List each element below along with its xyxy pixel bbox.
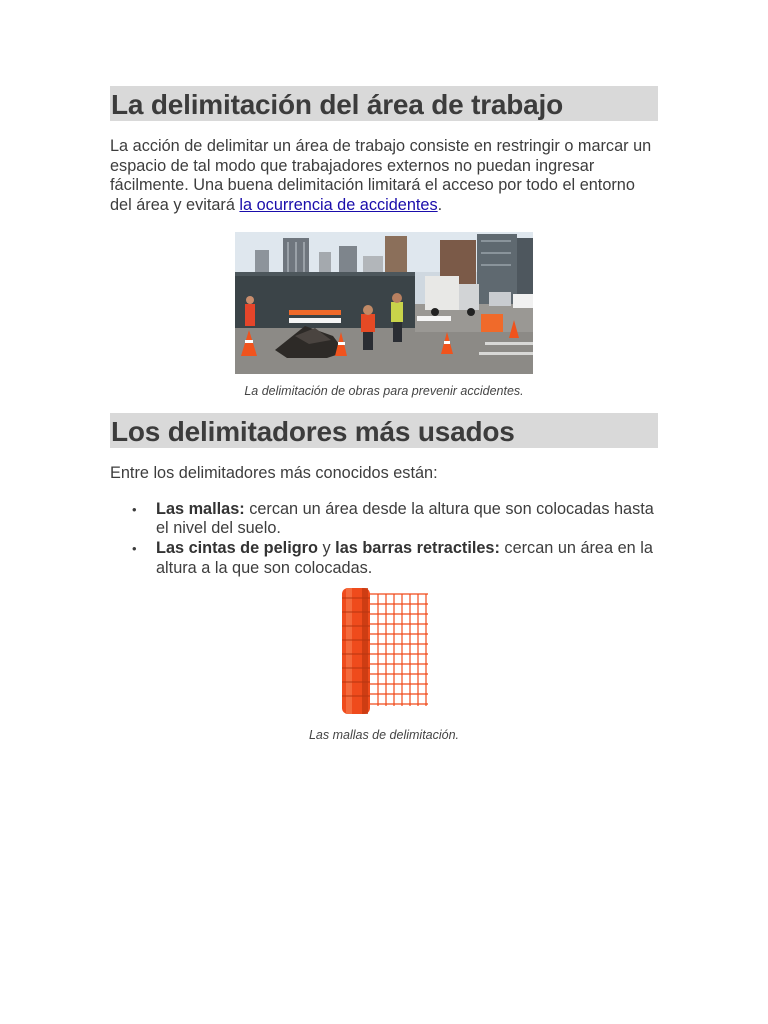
bullet-icon: • — [132, 540, 137, 556]
roadwork-photo — [235, 232, 533, 374]
bullet-icon: • — [132, 501, 137, 517]
delimitadores-intro: Entre los delimitadores más conocidos están: — [110, 463, 438, 482]
list-item — [132, 538, 658, 578]
figure-caption-mesh: Las mallas de delimitación. — [308, 728, 460, 743]
item-mid: y — [317, 538, 336, 557]
paragraph-text: La acción de delimitar un área de trabajo consiste en restringir o marcar un espacio de tal modo que trabajadores externos no puedan ingresar fácilmente. Una buena delimitación limitará el acceso por todo el entorno del área y evitará — [110, 137, 652, 215]
item-bold: Las cintas de peligro — [156, 538, 318, 557]
document-page — [110, 86, 658, 742]
accidents-link[interactable]: la ocurrencia de accidentes — [239, 196, 438, 215]
item-text: cercan un área desde la altura que son colocadas hasta el nivel del suelo. — [156, 499, 654, 538]
list-item — [132, 499, 658, 539]
paragraph-end: . — [437, 196, 443, 215]
figure-caption-roadwork: La delimitación de obras para prevenir accidentes. — [244, 383, 524, 398]
delimitadores-list — [110, 500, 658, 579]
section-heading-delimitacion: La delimitación del área de trabajo — [110, 86, 658, 121]
section-heading-delimitadores: Los delimitadores más usados — [110, 413, 658, 448]
intro-paragraph — [110, 137, 658, 216]
orange-mesh-roll-image — [336, 586, 432, 718]
item-bold-2: las barras retractiles: — [335, 538, 500, 557]
figure-mesh — [110, 586, 658, 742]
item-bold: Las mallas: — [156, 499, 245, 518]
figure-roadwork — [110, 232, 658, 398]
item-text: cercan un área en la altura a la que son colocadas. — [156, 538, 653, 577]
